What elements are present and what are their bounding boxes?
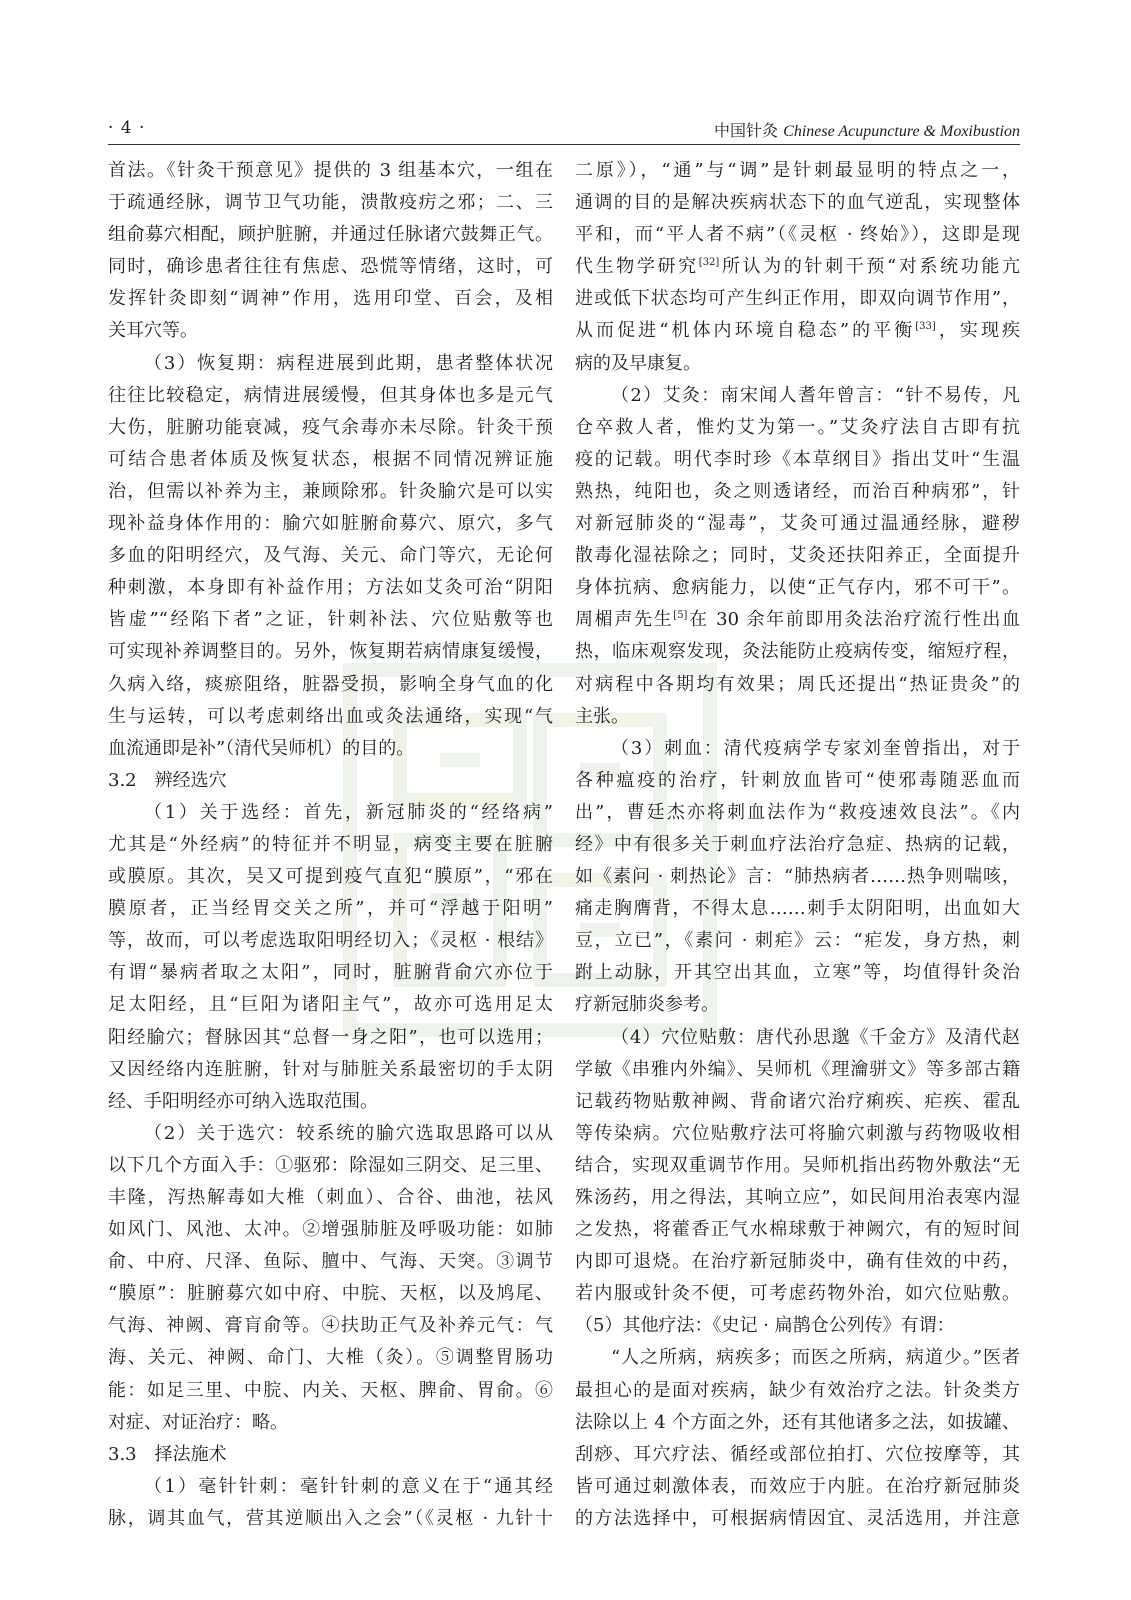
text-line: 之发热，将藿香正气水棉球敷于神阙穴，有的短时间 bbox=[575, 1219, 1020, 1241]
text-line: 最担心的是面对疾病，缺少有效治疗之法。针灸类方 bbox=[575, 1379, 1020, 1401]
right-column bbox=[575, 155, 1020, 1535]
text-line: 仓卒救人者，惟灼艾为第一。”艾灸疗法自古即有抗 bbox=[575, 416, 1020, 438]
text-line: 足太阳经，且“巨阳为诸阳主气”，故亦可选用足太 bbox=[108, 994, 553, 1016]
text-line: 往往比较稳定，病情进展缓慢，但其身体也多是元气 bbox=[108, 384, 553, 406]
text-line: 出”，曹廷杰亦将刺血法作为“救疫速效良法”。《内 bbox=[575, 801, 1020, 823]
text-line: 等传染病。穴位贴敷疗法可将腧穴刺激与药物吸收相 bbox=[575, 1122, 1020, 1144]
text-line: 首法。《针灸干预意见》提供的 3 组基本穴，一组在 bbox=[108, 160, 553, 181]
text-line: 可实现补养调整目的。另外，恢复期若病情康复缓慢， bbox=[108, 641, 553, 663]
text-line: 3.3 择法施术 bbox=[108, 1443, 227, 1465]
text-line: 等，故而，可以考虑选取阳明经切入；《灵枢 · 根结》 bbox=[108, 930, 553, 952]
text-line: 刮痧、耳穴疗法、循经或部位拍打、穴位按摩等，其 bbox=[575, 1443, 1020, 1465]
text-line: （3）刺血：清代疫病学专家刘奎曾指出，对于 bbox=[611, 737, 1020, 759]
text-segment: ，实现疾 bbox=[935, 320, 1020, 342]
text-line: 跗上动脉，开其空出其血，立寒”等，均值得针灸治 bbox=[575, 962, 1020, 984]
text-line: 皆虚”“经陷下者”之证，针刺补法、穴位贴敷等也 bbox=[108, 609, 553, 631]
text-line: （3）恢复期：病程进展到此期，患者整体状况 bbox=[144, 352, 553, 374]
text-line: （4）穴位贴敷：唐代孙思邈《千金方》及清代赵 bbox=[611, 1026, 1020, 1048]
text-line: 大伤，脏腑功能衰减，疫气余毒亦未尽除。针灸干预 bbox=[108, 416, 553, 438]
text-line: 热，临床观察发现，灸法能防止疫病传变，缩短疗程， bbox=[575, 641, 1020, 663]
text-line: 治，但需以补养为主，兼顾除邪。针灸腧穴是可以实 bbox=[108, 480, 553, 502]
text-line bbox=[575, 604, 1020, 636]
left-column bbox=[108, 155, 553, 1535]
text-line: 组俞募穴相配，顾护脏腑，并通过任脉诸穴鼓舞正气。 bbox=[108, 224, 553, 246]
text-line: 又因经络内连脏腑，针对与肺脏关系最密切的手太阴 bbox=[108, 1058, 553, 1080]
text-line: 若内服或针灸不便，可考虑药物外治，如穴位贴敷。 bbox=[575, 1283, 1020, 1305]
text-line: 可结合患者体质及恢复状态，根据不同情况辨证施 bbox=[108, 448, 553, 470]
text-line: 结合，实现双重调节作用。吴师机指出药物外敷法“无 bbox=[575, 1154, 1020, 1176]
text-line: 各种瘟疫的治疗，针刺放血皆可“使邪毒随恶血而 bbox=[575, 769, 1020, 791]
text-line: 痛走胸膺背，不得太息……刺手太阴阳明，出血如大 bbox=[575, 898, 1020, 920]
journal-title-cn: 中国针灸 bbox=[714, 121, 779, 140]
text-line: 有谓“暴病者取之太阳”，同时，脏腑背俞穴亦位于 bbox=[108, 962, 553, 984]
text-line: 主张。 bbox=[575, 705, 629, 727]
text-line: 疗新冠肺炎参考。 bbox=[575, 994, 719, 1016]
header-rule bbox=[108, 144, 1020, 145]
text-line: 内即可退烧。在治疗新冠肺炎中，确有佳效的中药， bbox=[575, 1251, 1020, 1273]
text-line: 现补益身体作用的：腧穴如脏腑俞募穴、原穴，多气 bbox=[108, 513, 553, 535]
text-line: 对症、对证治疗：略。 bbox=[108, 1411, 288, 1433]
text-line: （2）艾灸：南宋闻人耆年曾言：“针不易传，凡 bbox=[611, 384, 1020, 406]
text-line: “膜原”：脏腑募穴如中府、中脘、天枢，以及鸠尾、 bbox=[108, 1283, 553, 1305]
text-line: 关耳穴等。 bbox=[108, 320, 198, 342]
text-line: （2）关于选穴：较系统的腧穴选取思路可以从 bbox=[144, 1122, 553, 1144]
text-segment: 从而促进“机体内环境自稳态”的平衡 bbox=[575, 320, 916, 342]
text-line: 气海、神阙、膏肓俞等。④扶助正气及补养元气：气 bbox=[108, 1315, 553, 1337]
text-line: 种刺激，本身即有补益作用；方法如艾灸可治“阴阳 bbox=[108, 577, 553, 599]
citation-ref: [32] bbox=[698, 257, 720, 269]
text-line: 血流通即是补”（清代吴师机）的目的。 bbox=[108, 737, 415, 759]
text-line: 法除以上 4 个方面之外，还有其他诸多之法，如拔罐、 bbox=[575, 1411, 1020, 1433]
text-line: 丰隆，泻热解毒如大椎（刺血）、合谷、曲池，祛风 bbox=[108, 1187, 553, 1208]
text-line: 如风门、风池、太冲。②增强肺脏及呼吸功能：如肺 bbox=[108, 1219, 553, 1241]
text-line: 如《素问 · 刺热论》言：“肺热病者……热争则喘咳， bbox=[575, 866, 1020, 888]
text-line: （1）毫针针刺：毫针针刺的意义在于“通其经 bbox=[144, 1475, 553, 1497]
page-number: · 4 · bbox=[108, 118, 146, 138]
text-line: （1）关于选经：首先，新冠肺炎的“经络病” bbox=[144, 801, 553, 823]
text-line: 脉，调其血气，营其逆顺出入之会”（《灵枢 · 九针十 bbox=[108, 1507, 553, 1529]
text-line: 同时，确诊患者往往有焦虑、恐慌等情绪，这时，可 bbox=[108, 256, 553, 278]
text-line: 二原》），“通”与“调”是针刺最显明的特点之一， bbox=[575, 160, 1020, 181]
text-line: 豆，立已”，《素问 · 刺疟》云：“疟发，身方热，刺 bbox=[575, 930, 1020, 952]
text-line: 殊汤药，用之得法，其响立应”，如民间用治表寒内湿 bbox=[575, 1187, 1020, 1208]
text-line: 病的及早康复。 bbox=[575, 352, 701, 374]
text-line: 以下几个方面入手：①驱邪：除湿如三阴交、足三里、 bbox=[108, 1154, 553, 1176]
text-line: 久病入络，痰瘀阻络，脏器受损，影响全身气血的化 bbox=[108, 673, 553, 695]
text-line: “人之所病，病疾多；而医之所病，病道少。”医者 bbox=[611, 1347, 1020, 1369]
text-line: 对病程中各期均有效果；周氏还提出“热证贵灸”的 bbox=[575, 673, 1020, 695]
text-line: 对新冠肺炎的“湿毒”，艾灸可通过温通经脉，避秽 bbox=[575, 513, 1020, 535]
text-line: 俞、中府、尺泽、鱼际、膻中、气海、天突。③调节 bbox=[108, 1251, 553, 1273]
text-segment: 所认为的针刺干预“对系统功能亢 bbox=[719, 256, 1021, 278]
text-line: （5）其他疗法：《史记 · 扁鹊仓公列传》有谓： bbox=[575, 1315, 955, 1337]
text-line: 熟热，纯阳也，灸之则透诸经，而治百种病邪”，针 bbox=[575, 480, 1020, 502]
text-line: 记载药物贴敷神阙、背俞诸穴治疗痢疾、疟疾、霍乱 bbox=[575, 1090, 1020, 1112]
text-line: 多血的阳明经穴，及气海、关元、命门等穴，无论何 bbox=[108, 545, 553, 567]
text-line: 疫的记载。明代李时珍《本草纲目》指出艾叶“生温 bbox=[575, 448, 1020, 470]
text-line bbox=[575, 251, 1020, 283]
journal-title bbox=[714, 118, 1020, 141]
text-line: 平和，而“平人者不病”（《灵枢 · 终始》），这即是现 bbox=[575, 224, 1020, 246]
citation-ref: [5] bbox=[673, 610, 688, 622]
text-segment: 代生物学研究 bbox=[575, 256, 699, 278]
text-line: 学敏《串雅内外编》、吴师机《理瀹骈文》等多部古籍 bbox=[575, 1058, 1020, 1080]
journal-title-en: Chinese Acupuncture & Moxibustion bbox=[783, 123, 1020, 140]
text-line: 海、关元、神阙、命门、大椎（灸）。⑤调整胃肠功 bbox=[108, 1347, 553, 1369]
text-line: 通调的目的是解决疾病状态下的血气逆乱，实现整体 bbox=[575, 192, 1020, 214]
text-segment: 在 30 余年前即用灸法治疗流行性出血 bbox=[687, 609, 1020, 631]
text-line: 于疏通经脉，调节卫气功能，溃散疫疠之邪；二、三 bbox=[108, 192, 553, 214]
text-line: 3.2 辨经选穴 bbox=[108, 769, 227, 791]
text-line: 经》中有很多关于刺血疗法治疗急症、热病的记载， bbox=[575, 833, 1020, 855]
text-line bbox=[575, 315, 1020, 347]
text-line: 发挥针灸即刻“调神”作用，选用印堂、百会，及相 bbox=[108, 288, 553, 310]
text-line: 生与运转，可以考虑刺络出血或灸法通络，实现“气 bbox=[108, 705, 553, 727]
text-segment: 周楣声先生 bbox=[575, 609, 674, 631]
text-line: 散毒化湿祛除之；同时，艾灸还扶阳养正，全面提升 bbox=[575, 545, 1020, 567]
text-line: 尤其是“外经病”的特征并不明显，病变主要在脏腑 bbox=[108, 833, 553, 855]
text-line: 膜原者，正当经胃交关之所”，并可“浮越于阳明” bbox=[108, 898, 553, 920]
text-line: 身体抗病、愈病能力，以使“正气存内，邪不可干”。 bbox=[575, 577, 1020, 599]
text-line: 能：如足三里、中脘、内关、天枢、脾俞、胃俞。⑥ bbox=[108, 1379, 553, 1401]
text-line: 的方法选择中，可根据病情因宜、灵活选用，并注意 bbox=[575, 1507, 1020, 1529]
text-line: 经、手阳明经亦可纳入选取范围。 bbox=[108, 1090, 378, 1112]
text-line: 进或低下状态均可产生纠正作用，即双向调节作用”， bbox=[575, 288, 1020, 310]
citation-ref: [33] bbox=[915, 321, 936, 333]
text-line: 或膜原。其次，吴又可提到疫气直犯“膜原”，“邪在 bbox=[108, 866, 553, 888]
text-line: 阳经腧穴；督脉因其“总督一身之阳”，也可以选用； bbox=[108, 1026, 553, 1048]
page-header bbox=[108, 118, 1020, 144]
text-line: 皆可通过刺激体表，而效应于内脏。在治疗新冠肺炎 bbox=[575, 1475, 1020, 1497]
